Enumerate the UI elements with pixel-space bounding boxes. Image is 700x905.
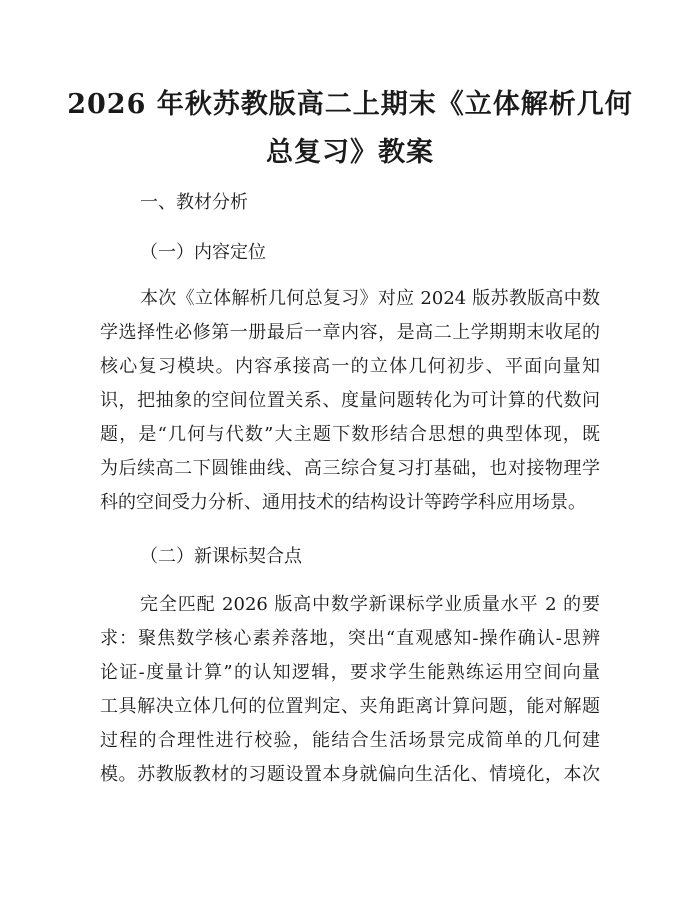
paragraph-line: 论证-度量计算”的认知逻辑，要求学生能熟练运用空间向量 — [100, 662, 600, 683]
paragraph-line: 科的空间受力分析、通用技术的结构设计等跨学科应用场景。 — [100, 492, 586, 513]
paragraph-line: 核心复习模块。内容承接高一的立体几何初步、平面向量知 — [100, 356, 600, 377]
paragraph-line: 过程的合理性进行校验，能结合生活场景完成简单的几何建 — [100, 730, 600, 751]
paragraph-curriculum-fit — [100, 588, 600, 792]
section-heading-textbook-analysis: 一、教材分析 — [140, 192, 248, 213]
subsection-heading-content-positioning: （一）内容定位 — [140, 242, 266, 263]
paragraph-line: 识，把抽象的空间位置关系、度量问题转化为可计算的代数问 — [100, 390, 600, 411]
paragraph-content-positioning — [100, 282, 600, 520]
document-title-line-2: 总复习》教案 — [266, 137, 434, 168]
paragraph-line: 题，是“几何与代数”大主题下数形结合思想的典型体现，既 — [100, 424, 600, 445]
paragraph-line: 本次《立体解析几何总复习》对应 2024 版苏教版高中数 — [140, 288, 600, 309]
paragraph-line: 工具解决立体几何的位置判定、夹角距离计算问题，能对解题 — [100, 696, 600, 717]
paragraph-line: 求：聚焦数学核心素养落地，突出“直观感知-操作确认-思辨 — [100, 628, 600, 649]
paragraph-line: 完全匹配 2026 版高中数学新课标学业质量水平 2 的要 — [140, 594, 600, 615]
paragraph-line: 为后续高二下圆锥曲线、高三综合复习打基础，也对接物理学 — [100, 458, 600, 479]
paragraph-line: 模。苏教版教材的习题设置本身就偏向生活化、情境化，本次 — [100, 764, 600, 785]
document-title-line-1: 2026 年秋苏教版高二上期末《立体解析几何 — [67, 89, 633, 120]
paragraph-line: 学选择性必修第一册最后一章内容，是高二上学期期末收尾的 — [100, 322, 600, 343]
subsection-heading-curriculum-fit: （二）新课标契合点 — [140, 546, 302, 567]
